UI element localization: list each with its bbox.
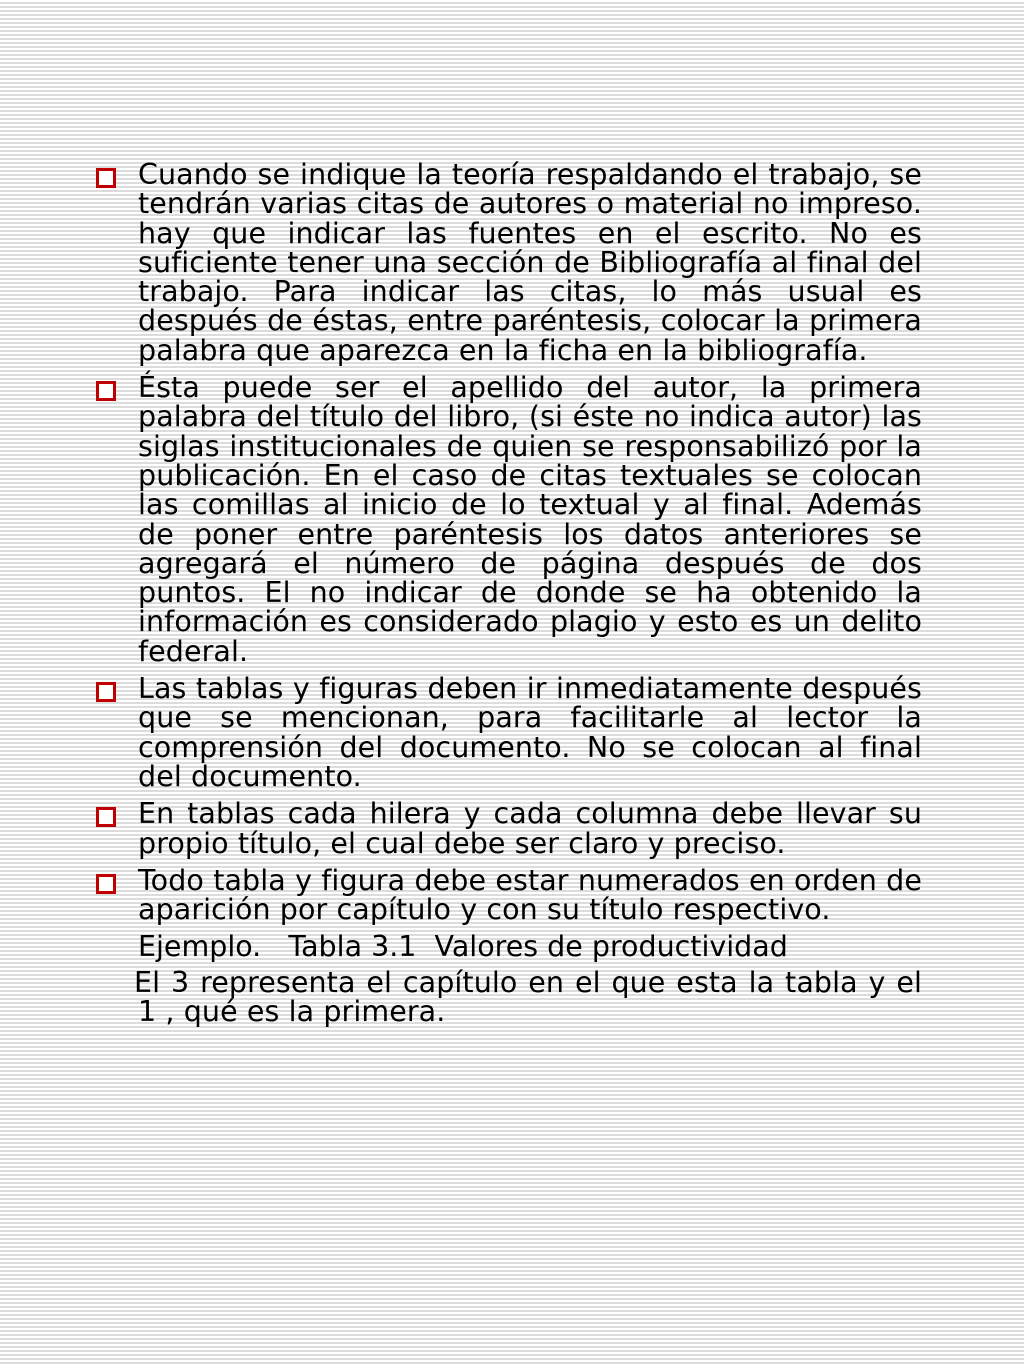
bullet-item bbox=[96, 160, 922, 365]
bullet-item bbox=[96, 799, 922, 858]
square-bullet-icon bbox=[96, 682, 116, 702]
explanation-text: El 3 representa el capítulo en el que esta la tabla y el 1 , qué es la primera. bbox=[134, 965, 922, 1029]
bullet-text: Las tablas y figuras deben ir inmediatamente después que se mencionan, para facilitarle al lector la comprensión del documento. No se colocan al final del documento. bbox=[138, 672, 922, 793]
explanation-paragraph bbox=[96, 965, 922, 1029]
slide-content bbox=[96, 160, 922, 1032]
square-bullet-icon bbox=[96, 381, 116, 401]
bullet-text: En tablas cada hilera y cada columna debe llevar su propio título, el cual debe ser claro y preciso. bbox=[138, 797, 922, 860]
bullet-text: Todo tabla y figura debe estar numerados en orden de aparición por capítulo y con su título respectivo. bbox=[138, 863, 922, 927]
bullet-item bbox=[96, 373, 922, 666]
example-paragraph bbox=[96, 930, 922, 964]
square-bullet-icon bbox=[96, 807, 116, 827]
square-bullet-icon bbox=[96, 874, 116, 894]
square-bullet-icon bbox=[96, 168, 116, 188]
bullet-item bbox=[96, 863, 922, 927]
bullet-text: Ésta puede ser el apellido del autor, la primera palabra del título del libro, (si éste no indica autor) las siglas institucionales de quien se responsabilizó por la publicación. En el caso de citas textuales se colocan las comillas al inicio de lo textual y al final. Además de poner entre paréntesis los datos anteriores se agregará el número de página después de dos puntos. El no indicar de donde se ha obtenido la información es considerado plagio y esto es un delito federal. bbox=[138, 371, 922, 668]
bullet-text: Cuando se indique la teoría respaldando el trabajo, se tendrán varias citas de autores o material no impreso. hay que indicar las fuentes en el escrito. No es suficiente tener una sección de Bibliografía al final del trabajo. Para indicar las citas, lo más usual es después de éstas, entre paréntesis, colocar la primera palabra que aparezca en la ficha en la bibliografía. bbox=[138, 158, 922, 367]
bullet-item bbox=[96, 674, 922, 791]
example-text: Ejemplo. Tabla 3.1 Valores de productividad bbox=[138, 930, 788, 964]
